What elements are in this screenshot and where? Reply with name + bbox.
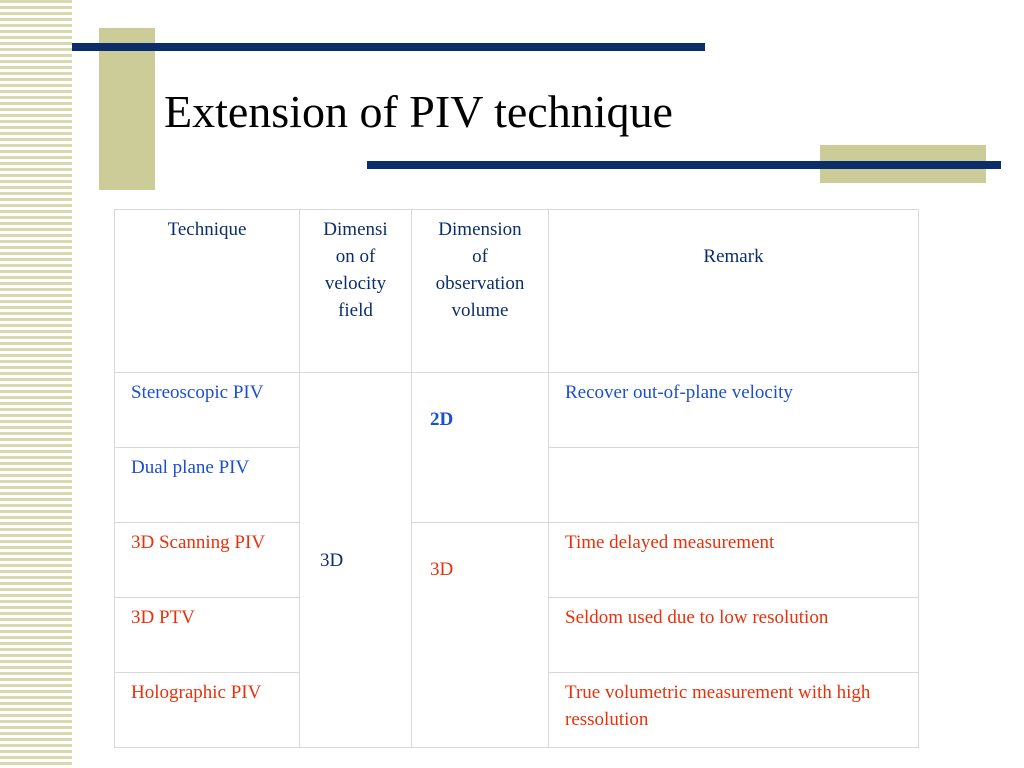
header-velocity-field-dimension: Dimensi on of velocity field	[300, 210, 412, 373]
table-row	[115, 373, 919, 448]
table-row	[115, 523, 919, 598]
cell-remark: Recover out-of-plane velocity	[549, 373, 919, 448]
piv-technique-table	[114, 209, 919, 748]
cell-remark: True volumetric measurement with high ressolution	[549, 673, 919, 748]
cell-velocity-field-3d: 3D	[300, 373, 412, 748]
cell-technique: Dual plane PIV	[115, 448, 300, 523]
cell-observation-volume-2d: 2D	[412, 373, 549, 523]
navy-rule-top	[72, 43, 705, 51]
cell-technique: 3D PTV	[115, 598, 300, 673]
tan-accent-block-top	[99, 28, 155, 190]
cell-remark	[549, 448, 919, 523]
table-header-row	[115, 210, 919, 373]
header-technique: Technique	[115, 210, 300, 373]
cell-observation-volume-3d: 3D	[412, 523, 549, 748]
header-remark: Remark	[549, 210, 919, 373]
cell-remark: Time delayed measurement	[549, 523, 919, 598]
navy-rule-right	[367, 161, 1001, 169]
left-stripe-decoration	[0, 0, 72, 768]
cell-technique: 3D Scanning PIV	[115, 523, 300, 598]
cell-technique: Holographic PIV	[115, 673, 300, 748]
cell-technique: Stereoscopic PIV	[115, 373, 300, 448]
slide-title: Extension of PIV technique	[164, 86, 673, 137]
header-observation-volume-dimension: Dimension of observation volume	[412, 210, 549, 373]
cell-remark: Seldom used due to low resolution	[549, 598, 919, 673]
